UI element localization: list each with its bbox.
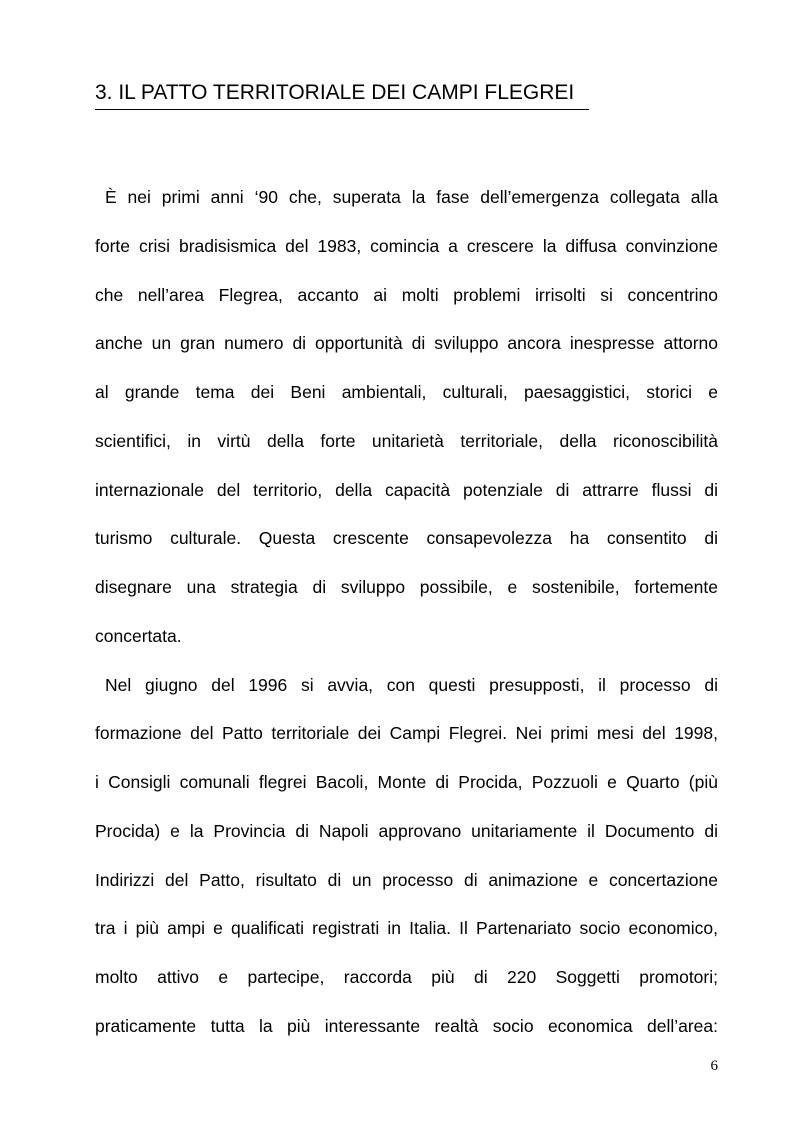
paragraph-line: Procida) e la Provincia di Napoli approvano unitariamente il Documento di — [95, 821, 718, 841]
paragraph-line: concertata. — [95, 626, 182, 646]
paragraph-line: Indirizzi del Patto, risultato di un processo di animazione e concertazione — [95, 870, 718, 890]
paragraph-line: scientifici, in virtù della forte unitarietà territoriale, della riconoscibilità — [95, 431, 718, 451]
paragraph-line: molto attivo e partecipe, raccorda più di 220 Soggetti promotori; — [95, 967, 718, 987]
paragraph-line: internazionale del territorio, della capacità potenziale di attrarre flussi di — [95, 480, 718, 500]
paragraph-line: formazione del Patto territoriale dei Campi Flegrei. Nei primi mesi del 1998, — [95, 723, 718, 743]
paragraph-line: disegnare una strategia di sviluppo possibile, e sostenibile, fortemente — [95, 577, 718, 597]
paragraph-line: turismo culturale. Questa crescente consapevolezza ha consentito di — [95, 528, 718, 548]
paragraph-line: È nei primi anni ‘90 che, superata la fase dell’emergenza collegata alla — [105, 187, 718, 207]
title-underline — [95, 109, 589, 110]
paragraph-line: tra i più ampi e qualificati registrati in Italia. Il Partenariato socio economico, — [95, 918, 718, 938]
paragraph-line: praticamente tutta la più interessante realtà socio economica dell’area: — [95, 1016, 718, 1036]
paragraph-line: forte crisi bradisismica del 1983, comincia a crescere la diffusa convinzione — [95, 236, 718, 256]
paragraph-line: che nell’area Flegrea, accanto ai molti problemi irrisolti si concentrino — [95, 285, 718, 305]
paragraph-line: anche un gran numero di opportunità di sviluppo ancora inespresse attorno — [95, 333, 718, 353]
section-title: 3. IL PATTO TERRITORIALE DEI CAMPI FLEGREI — [95, 81, 575, 104]
paragraph-line: Nel giugno del 1996 si avvia, con questi presupposti, il processo di — [105, 675, 718, 695]
page-number: 6 — [710, 1058, 718, 1074]
paragraph-line: al grande tema dei Beni ambientali, culturali, paesaggistici, storici e — [95, 382, 718, 402]
paragraph-line: i Consigli comunali flegrei Bacoli, Monte di Procida, Pozzuoli e Quarto (più — [95, 772, 718, 792]
